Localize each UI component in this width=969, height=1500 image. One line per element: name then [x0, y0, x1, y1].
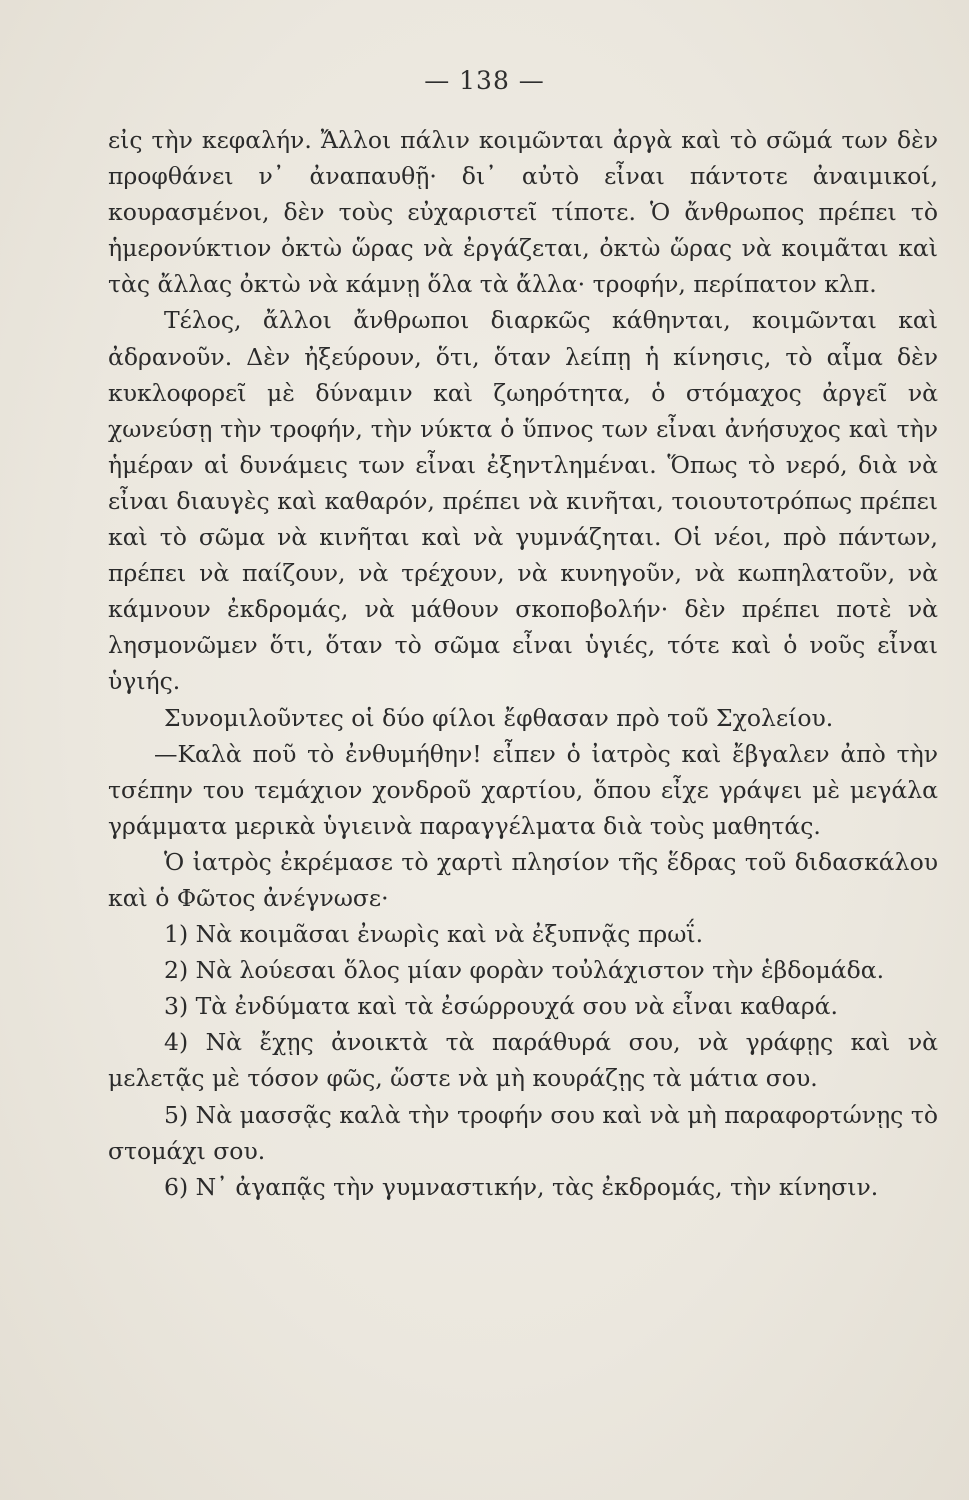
paragraph-continuation: εἰς τὴν κεφαλήν. Ἄλλοι πάλιν κοιμῶνται ἀργὰ καὶ τὸ σῶμά των δὲν προφθάνει ν᾽ ἀναπαυθῇ· δι᾽ αὐτὸ εἶναι πάντοτε ἀναιμικοί, κουρασμένοι, δὲν τοὺς εὐχαριστεῖ τίποτε. Ὁ ἄνθρωπος πρέπει τὸ ἡμερονύκτιον ὀκτὼ ὥρας νὰ ἐργάζεται, ὀκτὼ ὥρας νὰ κοιμᾶται καὶ τὰς ἄλλας ὀκτὼ νὰ κάμνῃ ὅλα τὰ ἄλλα· τροφήν, περίπατον κλπ.: [108, 126, 938, 299]
rule-item: 1) Νὰ κοιμᾶσαι ἐνωρὶς καὶ νὰ ἐξυπνᾷς πρωΐ.: [164, 920, 704, 949]
rule-item: 2) Νὰ λούεσαι ὅλος μίαν φορὰν τοὐλάχιστον τὴν ἑβδομάδα.: [164, 956, 885, 985]
paragraph-doctor-speech: —Καλὰ ποῦ τὸ ἐνθυμήθην! εἶπεν ὁ ἰατρὸς καὶ ἔβγαλεν ἀπὸ τὴν τσέπην του τεμάχιον χονδροῦ χαρτίου, ὅπου εἶχε γράψει μὲ μεγάλα γράμματα μερικὰ ὑγιεινὰ παραγγέλματα διὰ τοὺς μαθητάς.: [108, 739, 938, 840]
rule-item: 3) Τὰ ἐνδύματα καὶ τὰ ἐσώρρουχά σου νὰ εἶναι καθαρά.: [164, 992, 838, 1021]
paragraph-arrival: Συνομιλοῦντες οἱ δύο φίλοι ἔφθασαν πρὸ τοῦ Σχολείου.: [164, 703, 834, 732]
page-number: — 138 —: [424, 66, 545, 95]
rule-item: 5) Νὰ μασσᾷς καλὰ τὴν τροφήν σου καὶ νὰ μὴ παραφορτώνῃς τὸ στομάχι σου.: [108, 1100, 938, 1165]
rule-item: 4) Νὰ ἔχῃς ἀνοικτὰ τὰ παράθυρά σου, νὰ γράφῃς καὶ νὰ μελετᾷς μὲ τόσον φῶς, ὥστε νὰ μὴ κουράζῃς τὰ μάτια σου.: [108, 1028, 938, 1093]
page-body: [108, 122, 938, 1205]
paragraph-movement: Τέλος, ἄλλοι ἄνθρωποι διαρκῶς κάθηνται, κοιμῶνται καὶ ἀδρανοῦν. Δὲν ἠξεύρουν, ὅτι, ὅταν λείπῃ ἡ κίνησις, τὸ αἷμα δὲν κυκλοφορεῖ μὲ δύναμιν καὶ ζωηρότητα, ὁ στόμαχος ἀργεῖ νὰ χωνεύσῃ τὴν τροφήν, τὴν νύκτα ὁ ὕπνος των εἶναι ἀνήσυχος καὶ τὴν ἡμέραν αἱ δυνάμεις των εἶναι ἐξηντλημέναι. Ὅπως τὸ νερό, διὰ νὰ εἶναι διαυγὲς καὶ καθαρόν, πρέπει νὰ κινῆται, τοιουτοτρόπως πρέπει καὶ τὸ σῶμα νὰ κινῆται καὶ νὰ γυμνάζηται. Οἱ νέοι, πρὸ πάντων, πρέπει νὰ παίζουν, νὰ τρέχουν, νὰ κυνηγοῦν, νὰ κωπηλατοῦν, νὰ κάμνουν ἐκδρομάς, νὰ μάθουν σκοποβολήν· δὲν πρέπει ποτὲ νὰ λησμονῶμεν ὅτι, ὅταν τὸ σῶμα εἶναι ὑγιές, τότε καὶ ὁ νοῦς εἶναι ὑγιής.: [108, 306, 938, 696]
paragraph-notice: Ὁ ἰατρὸς ἐκρέμασε τὸ χαρτὶ πλησίον τῆς ἕδρας τοῦ διδασκάλου καὶ ὁ Φῶτος ἀνέγνωσε·: [108, 847, 938, 912]
rule-item: 6) Ν᾽ ἀγαπᾷς τὴν γυμναστικήν, τὰς ἐκδρομάς, τὴν κίνησιν.: [164, 1172, 879, 1201]
